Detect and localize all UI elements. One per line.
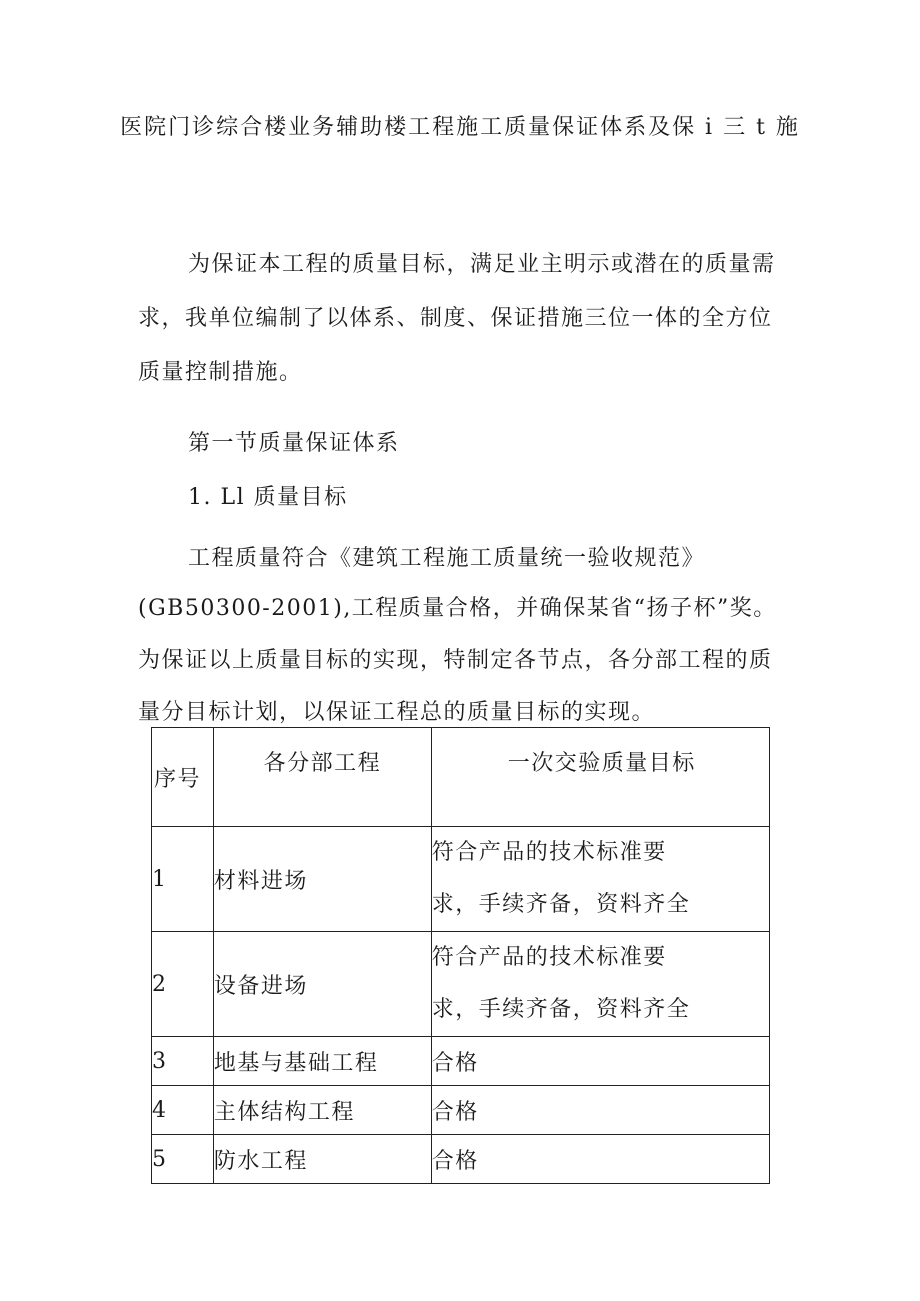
row-goal — [431, 827, 769, 932]
table-row — [152, 1086, 770, 1135]
subsection-heading: 1. Ll 质量目标 — [188, 485, 348, 510]
row-goal-line1: 符合产品的技术标准要 — [431, 945, 667, 970]
row-part: 材料进场 — [213, 827, 431, 932]
row-goal: 合格 — [431, 1086, 769, 1135]
row-number: 1 — [152, 827, 214, 932]
body-paragraph: (GB50300-2001),工程质量合格，并确保某省“扬子杯”奖。为保证以上质量目标的实现，特制定各节点，各分部工程的质量分目标计划，以保证工程总的质量目标的实现。 — [138, 596, 777, 725]
row-goal — [431, 932, 769, 1037]
row-goal-line1: 符合产品的技术标准要 — [431, 840, 667, 865]
row-goal: 合格 — [431, 1135, 769, 1184]
document-title: 医院门诊综合楼业务辅助楼工程施工质量保证体系及保 i 三 t 施 — [120, 115, 800, 140]
row-part: 地基与基础工程 — [213, 1037, 431, 1086]
quality-goals-table — [151, 727, 770, 1184]
table-header-row — [152, 728, 770, 827]
table-row — [152, 1135, 770, 1184]
row-number: 3 — [152, 1037, 214, 1086]
header-part: 各分部工程 — [213, 728, 431, 827]
row-number: 5 — [152, 1135, 214, 1184]
row-part: 主体结构工程 — [213, 1086, 431, 1135]
table-row — [152, 827, 770, 932]
row-part: 防水工程 — [213, 1135, 431, 1184]
intro-paragraph: 为保证本工程的质量目标，满足业主明示或潜在的质量需求，我单位编制了以体系、制度、保证措施三位一体的全方位质量控制措施。 — [138, 252, 776, 385]
section-heading: 第一节质量保证体系 — [188, 431, 400, 456]
header-number: 序号 — [152, 728, 214, 827]
row-number: 2 — [152, 932, 214, 1037]
header-goal: 一次交验质量目标 — [431, 728, 769, 827]
row-goal: 合格 — [431, 1037, 769, 1086]
row-part: 设备进场 — [213, 932, 431, 1037]
table-row — [152, 932, 770, 1037]
table-row — [152, 1037, 770, 1086]
row-goal-line2: 求，手续齐备，资料齐全 — [431, 892, 691, 917]
row-number: 4 — [152, 1086, 214, 1135]
row-goal-line2: 求，手续齐备，资料齐全 — [431, 997, 691, 1022]
body-paragraph-line1: 工程质量符合《建筑工程施工质量统一验收规范》 — [188, 546, 706, 571]
